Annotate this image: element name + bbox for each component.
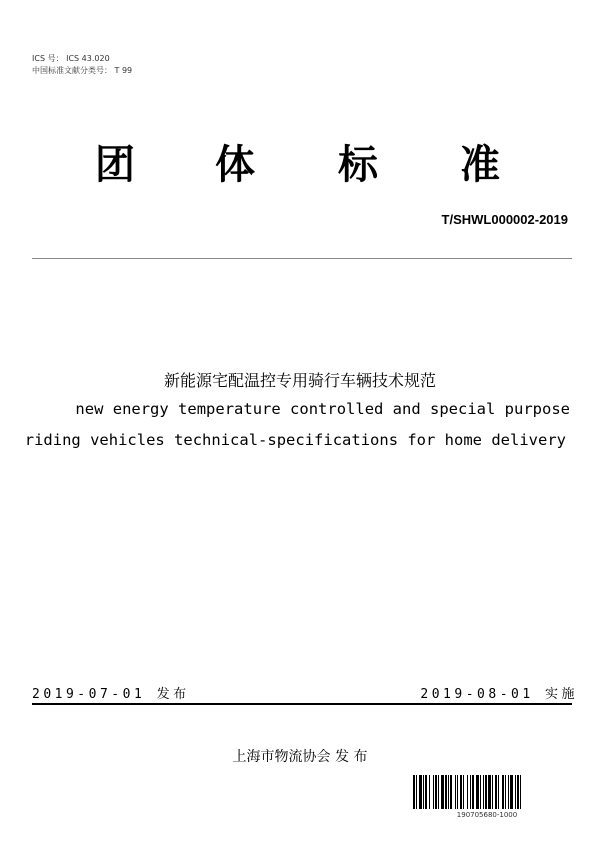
barcode-bar: [515, 775, 516, 809]
barcode-bar: [476, 775, 479, 809]
barcode-bar: [483, 775, 484, 809]
title-english-line2: riding vehicles technical-specifications for home delivery: [24, 431, 566, 449]
title-english-line1: new energy temperature controlled and special purpose: [75, 400, 570, 418]
ccs-number: 中国标准文献分类号： T 99: [32, 66, 133, 75]
barcode-bar: [413, 775, 415, 809]
ics-number: ICS 号： ICS 43.020: [32, 54, 110, 63]
barcode-bar: [517, 775, 519, 809]
title-chinese: 新能源宅配温控专用骑行车辆技术规范: [163, 371, 436, 390]
barcode-bar: [510, 775, 513, 809]
barcode-bar: [419, 775, 422, 809]
barcode-bar: [425, 775, 427, 809]
title-char: 标: [338, 142, 378, 188]
barcode: [413, 775, 561, 809]
barcode-bar: [472, 775, 474, 809]
barcode-bar: [495, 775, 497, 809]
barcode-bar: [485, 775, 487, 809]
barcode-bar: [455, 775, 456, 809]
barcode-bar: [502, 775, 504, 809]
barcode-bar: [498, 775, 499, 809]
title-char: 体: [215, 142, 255, 188]
barcode-bar: [508, 775, 509, 809]
barcode-bar: [445, 775, 447, 809]
barcode-bar: [423, 775, 424, 809]
barcode-bar: [467, 775, 468, 809]
publisher: 上海市物流协会 发 布: [232, 749, 368, 765]
barcode-bar: [450, 775, 452, 809]
barcode-bar: [433, 775, 434, 809]
barcode-bar: [448, 775, 449, 809]
barcode-bar: [520, 775, 521, 809]
barcode-bar: [460, 775, 462, 809]
barcode-bar: [480, 775, 481, 809]
divider: [32, 258, 572, 259]
barcode-bar: [505, 775, 506, 809]
barcode-bar: [429, 775, 430, 809]
barcode-bar: [441, 775, 444, 809]
barcode-bar: [470, 775, 471, 809]
barcode-bar: [435, 775, 437, 809]
barcode-bar: [492, 775, 493, 809]
title-char: 准: [460, 142, 500, 188]
barcode-bar: [457, 775, 458, 809]
standard-code: T/SHWL000002-2019: [441, 212, 568, 227]
barcode-bar: [488, 775, 491, 809]
implement-date: 2019-08-01 实施: [420, 687, 578, 702]
barcode-number: 190705680-1000: [456, 811, 518, 819]
barcode-bar: [463, 775, 464, 809]
barcode-bar: [438, 775, 439, 809]
publish-date: 2019-07-01 发布: [32, 687, 190, 702]
barcode-bar: [416, 775, 417, 809]
divider: [32, 703, 572, 705]
title-char: 团: [95, 142, 135, 188]
